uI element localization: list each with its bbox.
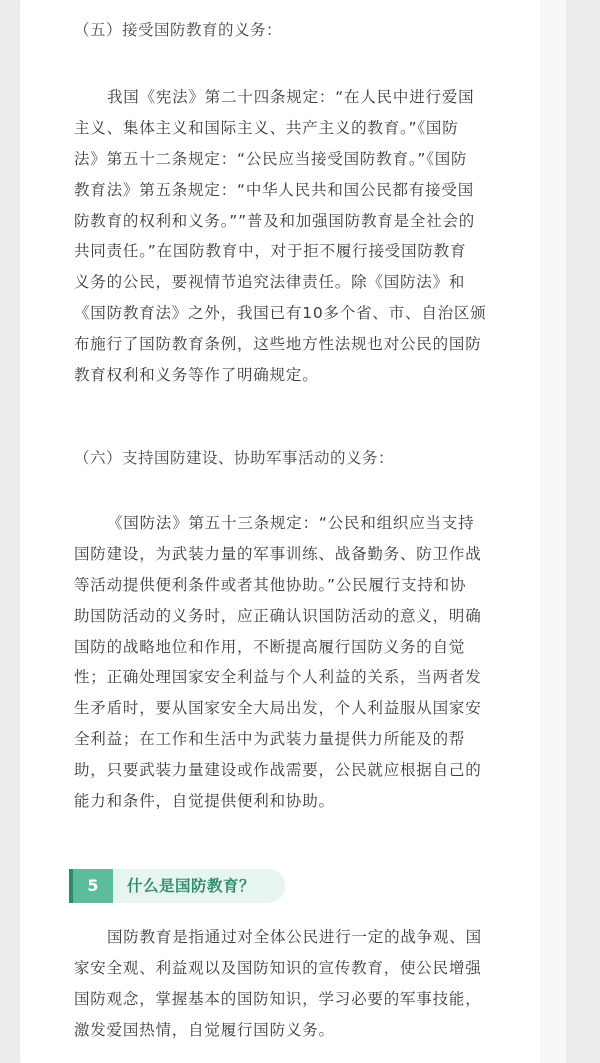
paragraph-line: 义务的公民，要视情节追究法律责任。除《国防法》和 (74, 273, 466, 292)
paragraph-line: 等活动提供便利条件或者其他协助。”公民履行支持和协 (74, 575, 467, 594)
paragraph-line: 性；正确处理国家安全利益与个人利益的关系，当两者发 (74, 668, 482, 687)
paragraph-line: 布施行了国防教育条例，这些地方性法规也对公民的国防 (74, 335, 482, 354)
paragraph-line: 国防教育是指通过对全体公民进行一定的战争观、国 (107, 928, 482, 946)
paragraph-line: 《国防法》第五十三条规定：“公民和组织应当支持 (107, 514, 475, 532)
paragraph-line: 教育法》第五条规定：“中华人民共和国公民都有接受国 (74, 180, 475, 199)
section-title-text: 什么是国防教育？ (113, 869, 285, 903)
paragraph-line: 主义、集体主义和国际主义、共产主义的教育。”《国防 (74, 118, 459, 137)
paragraph-six (74, 508, 539, 817)
paragraph-line: 国防建设，为武装力量的军事训练、战备勤务、防卫作战 (74, 544, 482, 563)
paragraph-line: 助，只要武装力量建设或作战需要，公民就应根据自己的 (74, 761, 482, 780)
section-heading-five: （五）接受国防教育的义务： (74, 21, 283, 39)
page-side-shadow (540, 0, 566, 1063)
paragraph-line: 法》第五十二条规定：“公民应当接受国防教育。”《国防 (74, 149, 468, 168)
paragraph-line: 共同责任。”在国防教育中，对于拒不履行接受国防教育 (74, 242, 467, 261)
paragraph-line: 国防观念，掌握基本的国防知识，学习必要的军事技能， (74, 989, 482, 1008)
paragraph-line: 家安全观、利益观以及国防知识的宣传教育，使公民增强 (74, 958, 482, 977)
section-number-badge: 5 (73, 869, 113, 903)
paragraph-five (74, 82, 539, 391)
paragraph-line: 防教育的权利和义务。””普及和加强国防教育是全社会的 (74, 211, 476, 230)
article-page (20, 0, 540, 1063)
paragraph-line: 能力和条件，自觉提供便利和协助。 (74, 792, 335, 811)
paragraph-line: 教育权利和义务等作了明确规定。 (74, 366, 319, 385)
paragraph-line: 生矛盾时，要从国家安全大局出发，个人利益服从国家安 (74, 699, 482, 718)
section-heading-six: （六）支持国防建设、协助军事活动的义务： (74, 449, 395, 467)
paragraph-line: 全利益；在工作和生活中为武装力量提供力所能及的帮 (74, 730, 466, 749)
paragraph-line: 国防的战略地位和作用，不断提高履行国防义务的自觉 (74, 637, 466, 656)
paragraph-line: 《国防教育法》之外，我国已有10多个省、市、自治区颁 (74, 304, 487, 323)
paragraph-line: 激发爱国热情，自觉履行国防义务。 (74, 1020, 335, 1039)
paragraph-line: 助国防活动的义务时，应正确认识国防活动的意义，明确 (74, 606, 482, 625)
paragraph-line: 我国《宪法》第二十四条规定：“在人民中进行爱国 (107, 88, 475, 106)
section-title-q5 (69, 869, 285, 903)
paragraph-q5 (74, 922, 539, 1046)
